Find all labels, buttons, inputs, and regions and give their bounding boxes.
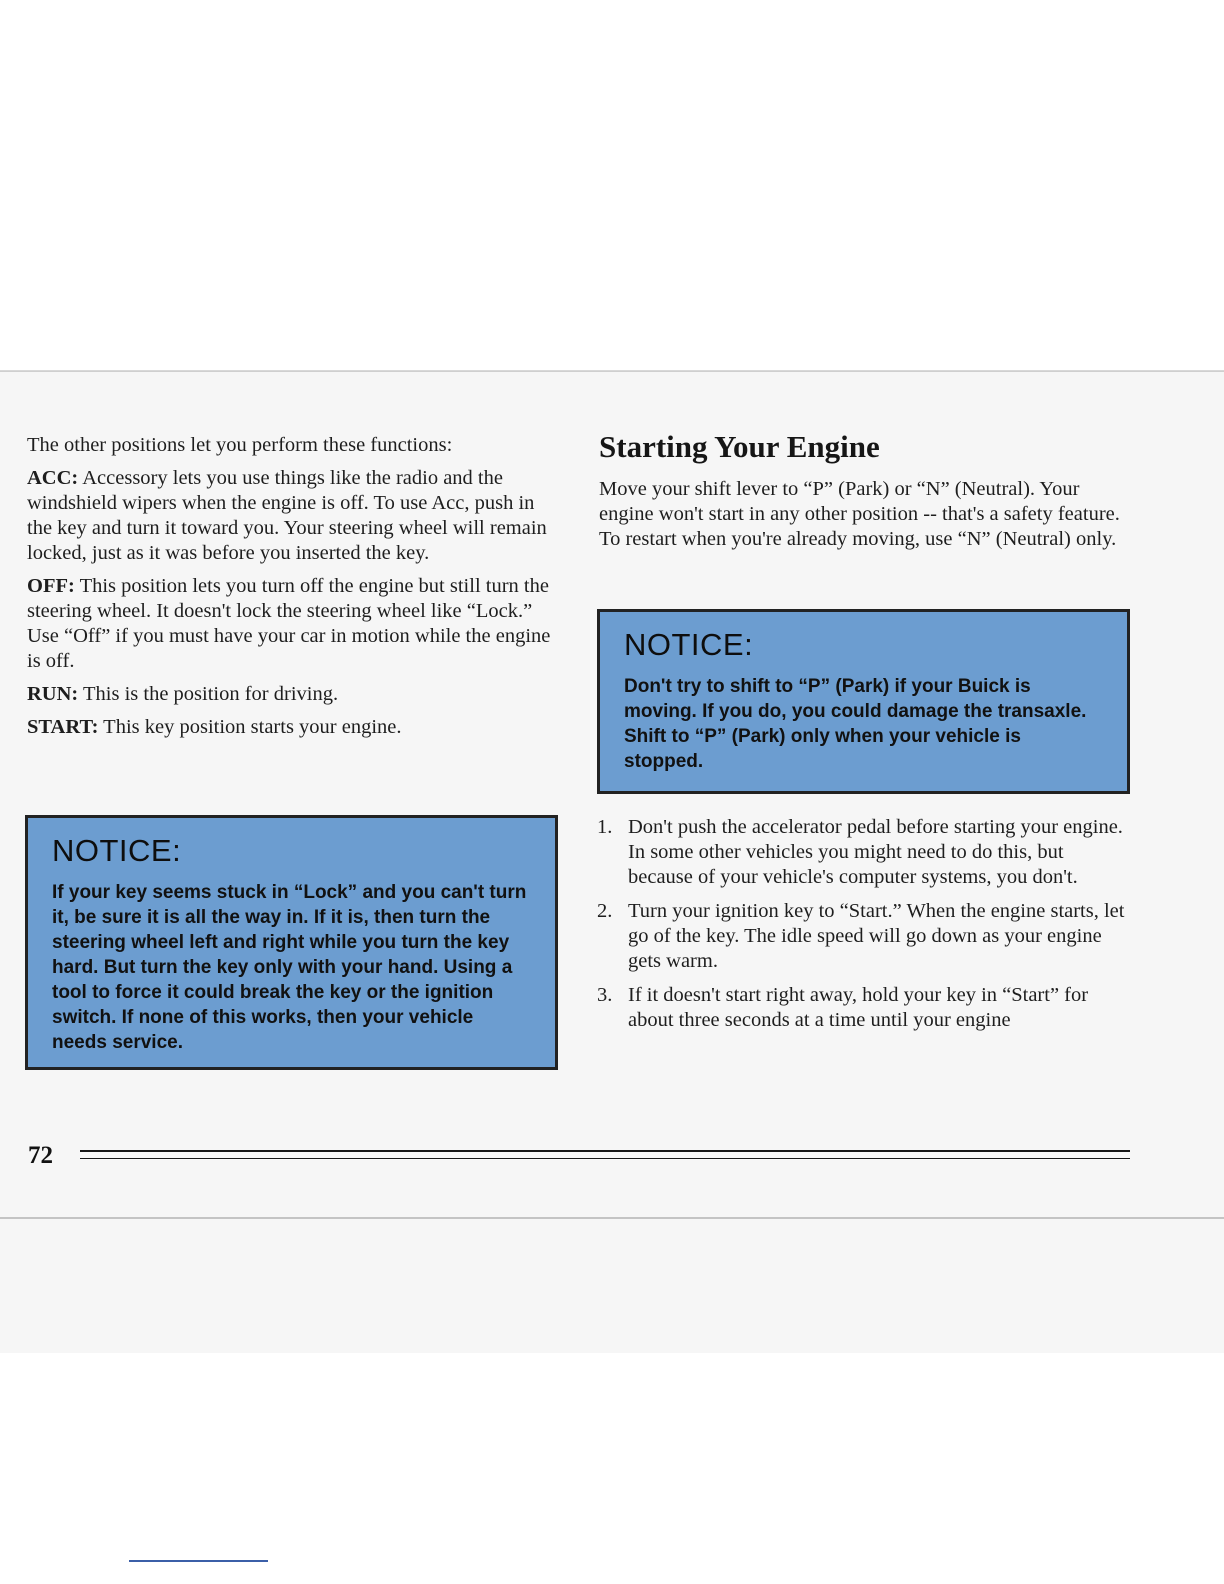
definition-text: Accessory lets you use things like the radio and the windshield wipers when the engine is off. To use Acc, push in the key and turn it toward you. Your steering wheel will remain locked, just as it was before you inserted the key. [27, 467, 547, 564]
step-number: 1. [597, 816, 613, 838]
footer-rule [80, 1150, 1130, 1152]
definition-start [27, 715, 557, 740]
list-item [597, 815, 1127, 890]
definition-term: OFF: [27, 575, 75, 597]
positions-intro: The other positions let you perform these functions: [27, 434, 453, 456]
list-item [597, 899, 1127, 974]
step-text: If it doesn't start right away, hold your key in “Start” for about three seconds at a time until your engine [628, 984, 1089, 1031]
notice-box-key-stuck [25, 815, 558, 1070]
definition-off [27, 574, 557, 674]
definition-term: START: [27, 716, 99, 738]
page-bottom-edge [0, 1217, 1224, 1219]
notice-body: If your key seems stuck in “Lock” and you can't turn it, be sure it is all the way in. If it is, then turn the steering wheel left and right while you turn the key hard. But turn the key only with your hand. Using a tool to force it could break the key or the ignition switch. If none of this works, then your vehicle needs service. [52, 882, 527, 1053]
page-top-edge [0, 371, 1224, 372]
right-column [599, 429, 1139, 560]
definition-term: RUN: [27, 683, 79, 705]
footer-rule-thin [80, 1158, 1130, 1159]
definition-text: This key position starts your engine. [98, 716, 402, 738]
step-number: 3. [597, 984, 613, 1006]
step-text: Turn your ignition key to “Start.” When the engine starts, let go of the key. The idle speed will go down as your engine gets warm. [628, 900, 1125, 972]
left-column [27, 433, 557, 748]
section-heading: Starting Your Engine [599, 429, 880, 464]
list-item [597, 983, 1127, 1033]
starting-intro: Move your shift lever to “P” (Park) or “N” (Neutral). Your engine won't start in any other position -- that's a safety feature. To restart when you're already moving, use “N” (Neutral) only. [599, 478, 1120, 550]
definition-text: This position lets you turn off the engine but still turn the steering wheel. It doesn't lock the steering wheel like “Lock.” Use “Off” if you must have your car in motion while the engine is off. [27, 575, 551, 672]
notice-title: NOTICE: [52, 833, 182, 868]
definition-acc [27, 466, 557, 566]
definition-term: ACC: [27, 467, 79, 489]
notice-box-park [597, 609, 1130, 794]
definition-text: This is the position for driving. [78, 683, 339, 705]
step-number: 2. [597, 900, 613, 922]
definition-run [27, 682, 557, 707]
notice-title: NOTICE: [624, 627, 754, 662]
manual-page [0, 370, 1224, 1353]
page-number: 72 [28, 1142, 53, 1169]
notice-body: Don't try to shift to “P” (Park) if your Buick is moving. If you do, you could damage the transaxle. Shift to “P” (Park) only when your vehicle is stopped. [624, 676, 1087, 772]
step-text: Don't push the accelerator pedal before starting your engine. In some other vehicles you might need to do this, but because of your vehicle's computer systems, you don't. [628, 816, 1123, 888]
bottom-link-underline [129, 1560, 268, 1562]
starting-steps-list [597, 815, 1127, 1042]
